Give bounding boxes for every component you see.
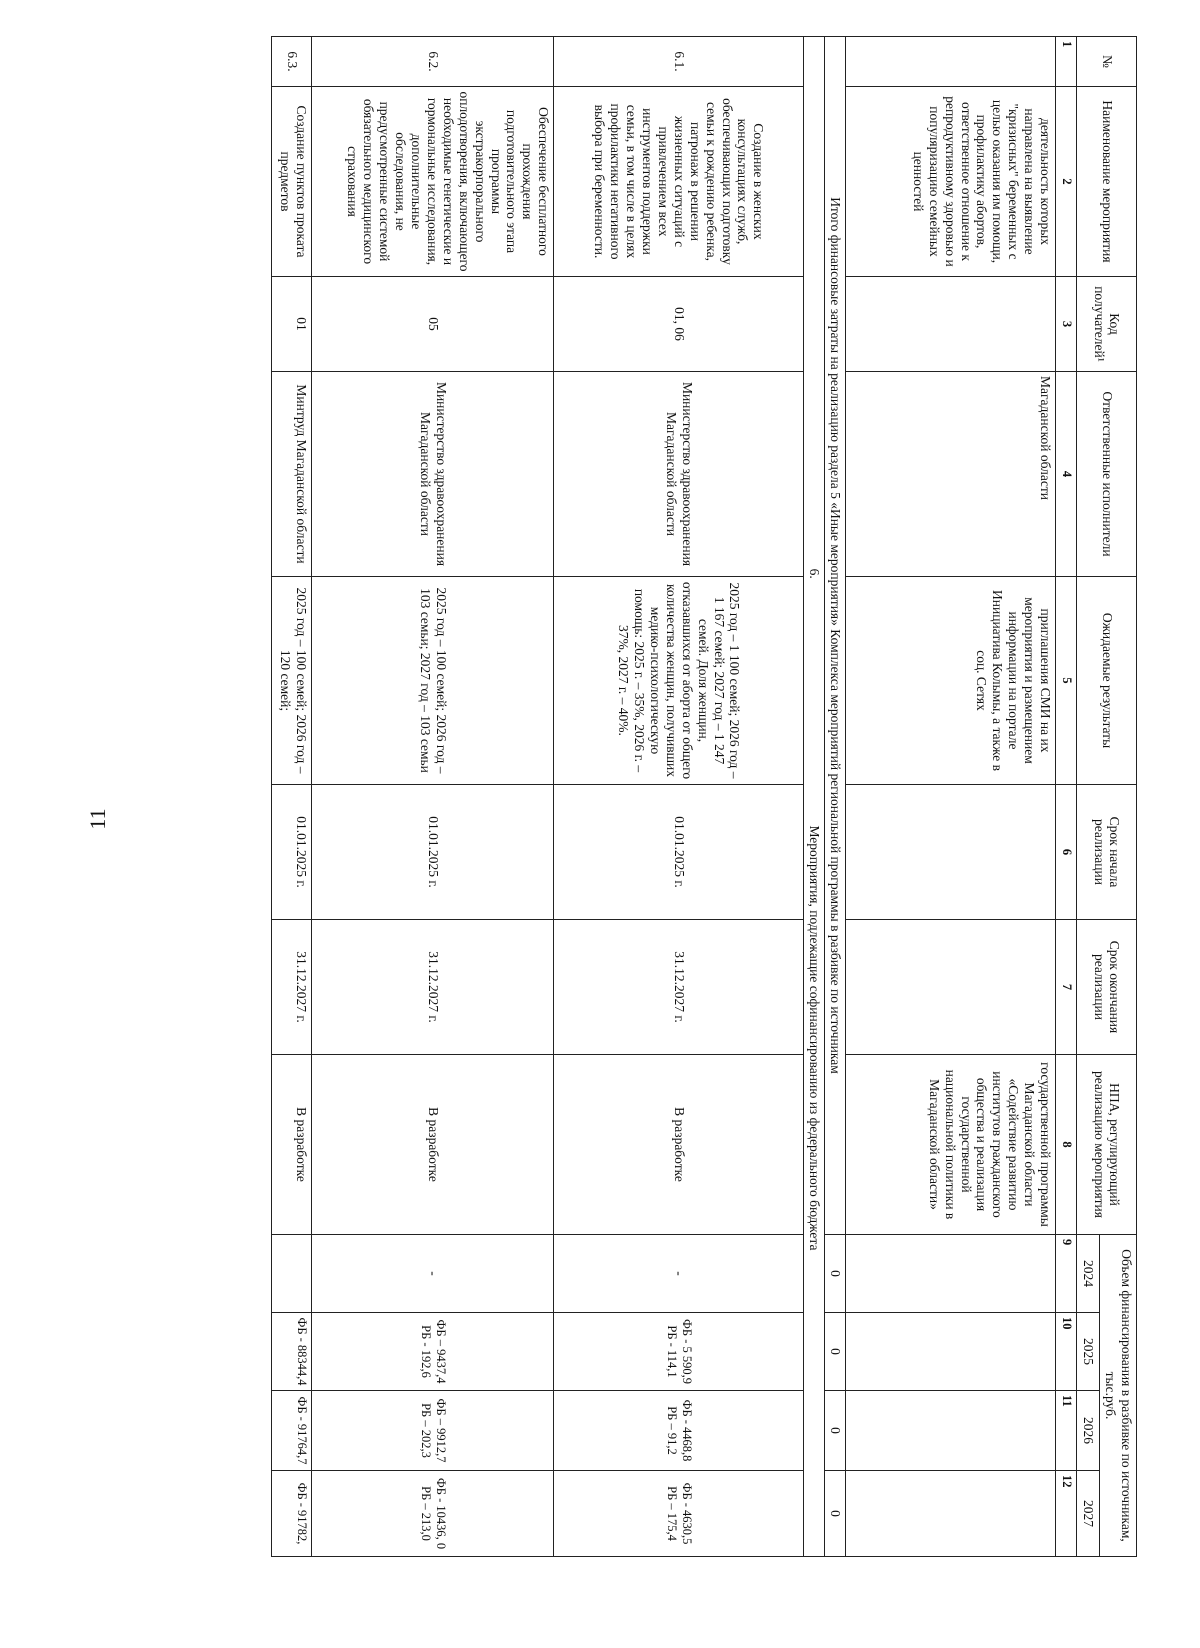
header-financing: Объем финансирования в разбивке по источникам, тыс.руб. bbox=[1100, 1235, 1137, 1557]
header-num: № bbox=[1077, 37, 1137, 87]
section-number: 6. bbox=[807, 568, 823, 579]
total-2024: 0 bbox=[825, 1235, 846, 1313]
section-title bbox=[804, 37, 825, 1557]
row-2025: ФБ - 5 590,9 РБ - 114,1 bbox=[554, 1313, 804, 1391]
column-number: 1 bbox=[1056, 37, 1077, 87]
row-code: 01, 06 bbox=[554, 277, 804, 372]
header-year-2026: 2026 bbox=[1077, 1391, 1100, 1471]
row-npa: В разработке bbox=[554, 1055, 804, 1235]
row-2024: - bbox=[312, 1235, 554, 1313]
row-2025: ФБ – 9437,4 РБ - 192,6 bbox=[312, 1313, 554, 1391]
header-row bbox=[1100, 37, 1137, 1557]
header-npa: НПА, регулирующий реализацию мероприятия bbox=[1077, 1055, 1137, 1235]
program-measures-table bbox=[271, 36, 1137, 1557]
row-result: приглашения СМИ на их мероприятия и размещением информации на портале Инициатива Колымы, а также в соц. Сетях bbox=[846, 577, 1056, 785]
row-2026 bbox=[846, 1391, 1056, 1471]
row-executor: Министерство здравоохранения Магаданской области bbox=[312, 372, 554, 577]
header-year-2024: 2024 bbox=[1077, 1235, 1100, 1313]
row-end: 31.12.2027 г. bbox=[272, 920, 312, 1055]
row-result: 2025 год – 100 семей; 2026 год – 120 семей; bbox=[272, 577, 312, 785]
row-num bbox=[846, 37, 1056, 87]
column-number: 6 bbox=[1056, 785, 1077, 920]
row-code: 01 bbox=[272, 277, 312, 372]
row-2026: ФБ - 91764,7 bbox=[272, 1391, 312, 1471]
header-year-2025: 2025 bbox=[1077, 1313, 1100, 1391]
row-name: деятельность которых направлена на выявление "кризисных" беременных с целью оказания им помощи, профилактику абортов, ответственное отношение к репродуктивному здоровью и популяризацию семейных ценностей bbox=[846, 87, 1056, 277]
row-start: 01.01.2025 г. bbox=[554, 785, 804, 920]
row-num: 6.1. bbox=[554, 37, 804, 87]
row-code: 05 bbox=[312, 277, 554, 372]
page-number: 11 bbox=[85, 808, 110, 830]
row-end bbox=[846, 920, 1056, 1055]
column-number: 11 bbox=[1056, 1391, 1077, 1471]
row-2027: ФБ - 4630,5 РБ – 175,4 bbox=[554, 1471, 804, 1557]
row-num: 6.3. bbox=[272, 37, 312, 87]
total-2025: 0 bbox=[825, 1313, 846, 1391]
column-number: 12 bbox=[1056, 1471, 1077, 1557]
table-row-continuation bbox=[846, 37, 1056, 1557]
total-2026: 0 bbox=[825, 1391, 846, 1471]
row-end: 31.12.2027 г. bbox=[312, 920, 554, 1055]
row-npa: государственной программы Магаданской области «Содействие развитию институтов гражданского общества и реализация государственной национальной политики в Магаданской области» bbox=[846, 1055, 1056, 1235]
total-label: Итого финансовые затраты на реализацию раздела 5 «Иные мероприятия» Комплекса мероприятий региональной программы в разбивке по источникам bbox=[825, 37, 846, 1235]
row-2025 bbox=[846, 1313, 1056, 1391]
total-row bbox=[825, 37, 846, 1557]
column-number: 10 bbox=[1056, 1313, 1077, 1391]
header-end: Срок окончания реализации bbox=[1077, 920, 1137, 1055]
header-start: Срок начала реализации bbox=[1077, 785, 1137, 920]
row-num: 6.2. bbox=[312, 37, 554, 87]
row-2024 bbox=[272, 1235, 312, 1313]
row-name: Создание в женских консультациях служб, обеспечивающих подготовку семьи к рождению ребенка, патронаж в решении жизненных ситуаций с привлечением всех инструментов поддержки семьи, в том числе в целях профилактики негативного выбора при беременности. bbox=[554, 87, 804, 277]
row-npa: В разработке bbox=[272, 1055, 312, 1235]
row-start bbox=[846, 785, 1056, 920]
column-numbers-row bbox=[1056, 37, 1077, 1557]
row-start: 01.01.2025 г. bbox=[312, 785, 554, 920]
row-name: Создание пунктов проката предметов bbox=[272, 87, 312, 277]
row-2026: ФБ – 9912,7 РБ – 202,3 bbox=[312, 1391, 554, 1471]
row-2027 bbox=[846, 1471, 1056, 1557]
table-row bbox=[554, 37, 804, 1557]
table-row bbox=[272, 37, 312, 1557]
row-executor: Минтруд Магаданской области bbox=[272, 372, 312, 577]
header-result: Ожидаемые результаты bbox=[1077, 577, 1137, 785]
header-year-2027: 2027 bbox=[1077, 1471, 1100, 1557]
header-name: Наименование мероприятия bbox=[1077, 87, 1137, 277]
column-number: 7 bbox=[1056, 920, 1077, 1055]
header-executor: Ответственные исполнители bbox=[1077, 372, 1137, 577]
row-end: 31.12.2027 г. bbox=[554, 920, 804, 1055]
column-number: 4 bbox=[1056, 372, 1077, 577]
row-2025: ФБ - 88344,4 bbox=[272, 1313, 312, 1391]
row-start: 01.01.2025 г. bbox=[272, 785, 312, 920]
column-number: 5 bbox=[1056, 577, 1077, 785]
row-executor: Министерство здравоохранения Магаданской области bbox=[554, 372, 804, 577]
header-code: Код получателей¹ bbox=[1077, 277, 1137, 372]
row-executor: Магаданской области bbox=[846, 372, 1056, 577]
section-header-row bbox=[804, 37, 825, 1557]
total-2027: 0 bbox=[825, 1471, 846, 1557]
row-code bbox=[846, 277, 1056, 372]
row-result: 2025 год – 100 семей; 2026 год – 103 семьи; 2027 год – 103 семьи bbox=[312, 577, 554, 785]
row-npa: В разработке bbox=[312, 1055, 554, 1235]
row-result: 2025 год – 1 100 семей; 2026 год – 1 167 семей; 2027 год – 1 247 семей. Доля женщин, отказавшихся от аборта от общего количества женщин, получивших медико-психологическую помощь: 2025 г. – 35%, 2026 г. – 37%, 2027 г. – 40%. bbox=[554, 577, 804, 785]
row-name: Обеспечение бесплатного прохождения подготовительного этапа программы экстракорпорального оплодотворения, включающего необходимые генетические и гормональные исследования, дополнительные обследования, не предусмотренные системой обязательного медицинского страхования bbox=[312, 87, 554, 277]
rotated-table-container bbox=[107, 36, 1137, 1556]
row-2024: - bbox=[554, 1235, 804, 1313]
section-title-text: Мероприятия, подлежащие софинансированию из федерального бюджета bbox=[807, 825, 823, 1251]
row-2027: ФБ - 91782, bbox=[272, 1471, 312, 1557]
column-number: 3 bbox=[1056, 277, 1077, 372]
column-number: 2 bbox=[1056, 87, 1077, 277]
row-2024 bbox=[846, 1235, 1056, 1313]
column-number: 9 bbox=[1056, 1235, 1077, 1313]
column-number: 8 bbox=[1056, 1055, 1077, 1235]
row-2026: ФБ - 4468,8 РБ – 91,2 bbox=[554, 1391, 804, 1471]
row-2027: ФБ - 10436, 0 РБ – 213,0 bbox=[312, 1471, 554, 1557]
table-row bbox=[312, 37, 554, 1557]
